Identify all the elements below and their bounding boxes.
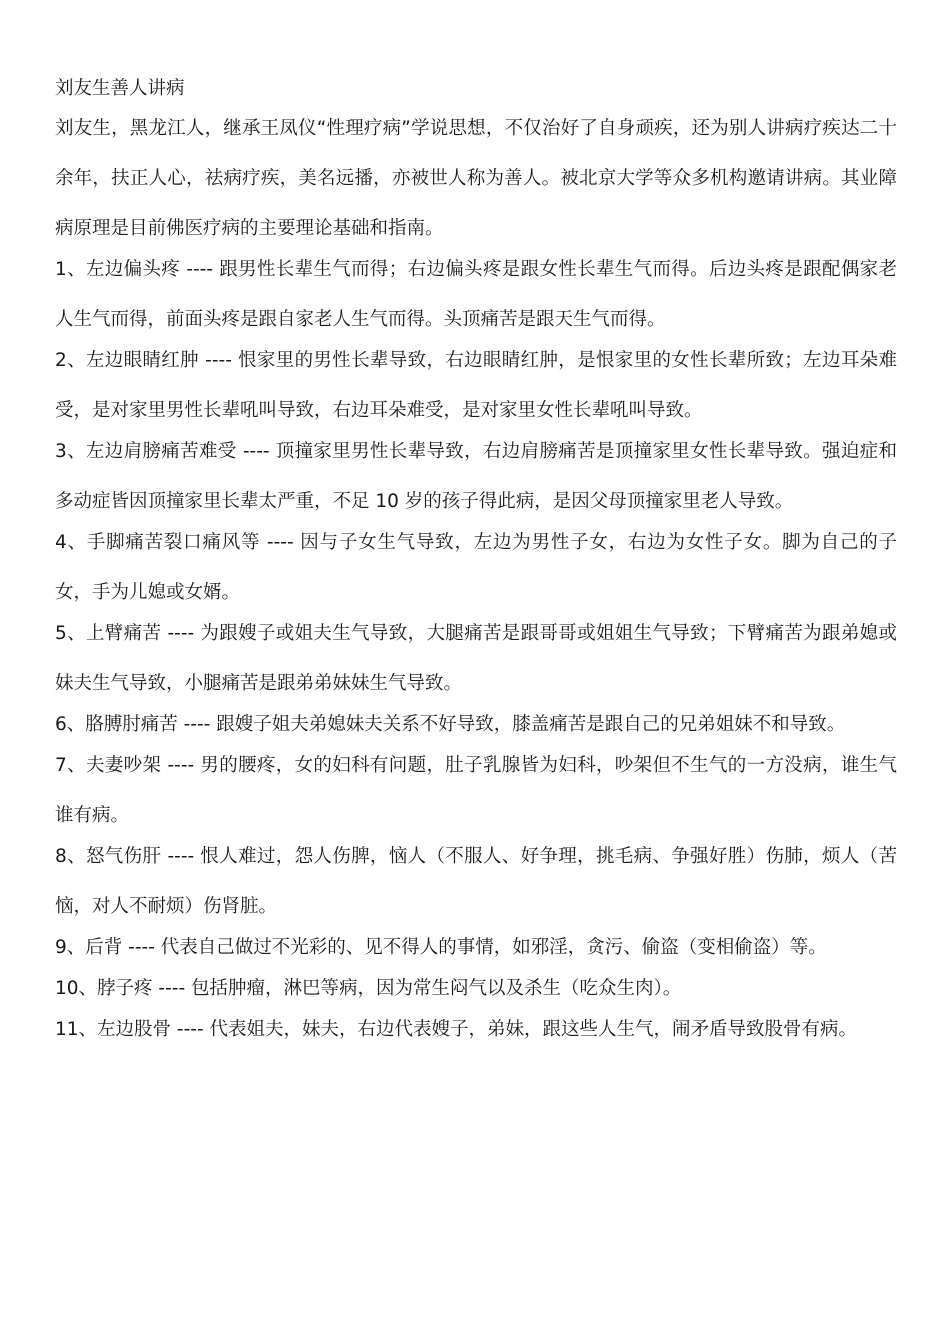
item-1-paragraph: 1、左边偏头疼 ---- 跟男性长辈生气而得；右边偏头疼是跟女性长辈生气而得。后边头疼是跟配偶家老人生气而得，前面头疼是跟自家老人生气而得。头顶痛苦是跟天生气而得。 [55, 259, 897, 330]
item-9-paragraph: 9、后背 ---- 代表自己做过不光彩的、见不得人的事情，如邪淫，贪污、偷盗（变相偷盗）等。 [55, 937, 827, 958]
item-4-paragraph: 4、手脚痛苦裂口痛风等 ---- 因与子女生气导致，左边为男性子女，右边为女性子女。脚为自己的子女，手为儿媳或女婿。 [55, 532, 897, 603]
item-10-paragraph: 10、脖子疼 ---- 包括肿瘤，淋巴等病，因为常生闷气以及杀生（吃众生肉）。 [55, 978, 682, 999]
item-5-paragraph: 5、上臂痛苦 ---- 为跟嫂子或姐夫生气导致，大腿痛苦是跟哥哥或姐姐生气导致；下臂痛苦为跟弟媳或妹夫生气导致，小腿痛苦是跟弟弟妹妹生气导致。 [55, 623, 897, 694]
item-2-paragraph: 2、左边眼睛红肿 ---- 恨家里的男性长辈导致，右边眼睛红肿，是恨家里的女性长辈所致；左边耳朵难受，是对家里男性长辈吼叫导致，右边耳朵难受，是对家里女性长辈吼叫导致。 [55, 350, 897, 421]
item-6-paragraph: 6、胳膊肘痛苦 ---- 跟嫂子姐夫弟媳妹夫关系不好导致，膝盖痛苦是跟自己的兄弟姐妹不和导致。 [55, 714, 846, 735]
item-3-paragraph: 3、左边肩膀痛苦难受 ---- 顶撞家里男性长辈导致，右边肩膀痛苦是顶撞家里女性长辈导致。强迫症和多动症皆因顶撞家里长辈太严重，不足 10 岁的孩子得此病，是因父母顶撞家里老人导致。 [55, 441, 897, 512]
item-11-paragraph: 11、左边股骨 ---- 代表姐夫，妹夫，右边代表嫂子，弟妹，跟这些人生气，闹矛盾导致股骨有病。 [55, 1019, 858, 1040]
document-title: 刘友生善人讲病 [55, 78, 185, 99]
document-page [55, 73, 897, 1055]
intro-paragraph: 刘友生，黑龙江人，继承王凤仪“性理疗病”学说思想，不仅治好了自身顽疾，还为别人讲病疗疾达二十余年，扶正人心，祛病疗疾，美名远播，亦被世人称为善人。被北京大学等众多机构邀请讲病。其业障病原理是目前佛医疗病的主要理论基础和指南。 [55, 118, 897, 239]
item-8-paragraph: 8、怒气伤肝 ---- 恨人难过，怨人伤脾，恼人（不服人、好争理，挑毛病、争强好胜）伤肺，烦人（苦恼，对人不耐烦）伤肾脏。 [55, 846, 897, 917]
item-7-paragraph: 7、夫妻吵架 ---- 男的腰疼，女的妇科有问题，肚子乳腺皆为妇科，吵架但不生气的一方没病，谁生气谁有病。 [55, 755, 897, 826]
